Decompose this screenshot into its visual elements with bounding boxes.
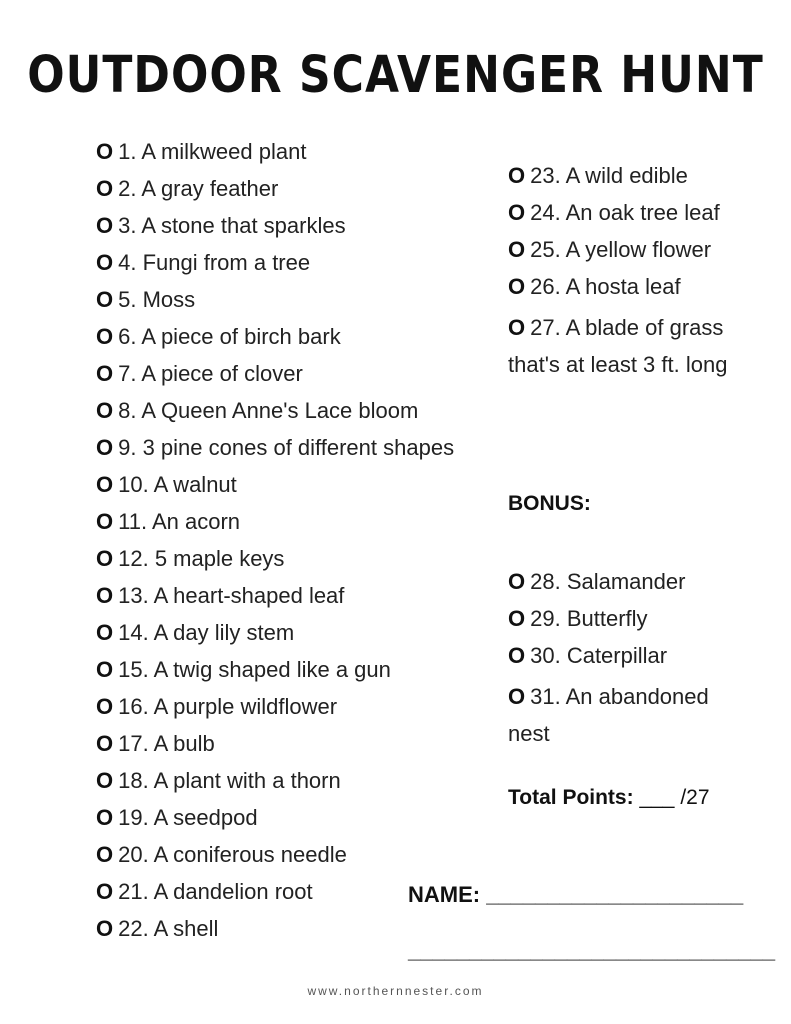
checkbox-circle-icon[interactable]: O — [96, 916, 114, 941]
item-label: 3. A stone that sparkles — [118, 213, 346, 238]
item-label: 12. 5 maple keys — [118, 546, 285, 571]
item-label: 15. A twig shaped like a gun — [118, 657, 391, 682]
item-label: 7. A piece of clover — [118, 361, 303, 386]
checkbox-circle-icon[interactable]: O — [508, 237, 526, 262]
list-item — [96, 877, 313, 907]
checkbox-circle-icon[interactable]: O — [96, 583, 114, 608]
checkbox-circle-icon[interactable]: O — [96, 361, 114, 386]
checkbox-circle-icon[interactable]: O — [96, 731, 114, 756]
item-label: 29. Butterfly — [530, 606, 648, 631]
checkbox-circle-icon[interactable]: O — [508, 569, 526, 594]
item-label: 26. A hosta leaf — [530, 274, 681, 299]
list-item — [508, 309, 740, 383]
list-item — [508, 567, 685, 597]
name-blank-line-2[interactable]: ______________________________ — [408, 938, 776, 963]
checkbox-circle-icon[interactable]: O — [96, 176, 114, 201]
item-label: 22. A shell — [118, 916, 219, 941]
list-item — [508, 235, 711, 265]
list-item — [96, 211, 346, 241]
list-item — [96, 507, 240, 537]
checkbox-circle-icon[interactable]: O — [96, 250, 114, 275]
checkbox-circle-icon[interactable]: O — [96, 694, 114, 719]
item-label: 1. A milkweed plant — [118, 139, 307, 164]
item-label: 2. A gray feather — [118, 176, 279, 201]
list-item — [96, 174, 278, 204]
checkbox-circle-icon[interactable]: O — [508, 200, 526, 225]
item-label: 5. Moss — [118, 287, 196, 312]
item-label: 16. A purple wildflower — [118, 694, 338, 719]
total-points — [508, 786, 710, 810]
total-points-blank[interactable]: ___ /27 — [639, 786, 710, 809]
list-item — [96, 470, 237, 500]
checkbox-circle-icon[interactable]: O — [96, 472, 114, 497]
list-item — [96, 396, 418, 426]
footer-url: www.northernnester.com — [307, 984, 484, 998]
list-item — [96, 840, 347, 870]
checkbox-circle-icon[interactable]: O — [96, 620, 114, 645]
item-label: 31. An abandoned nest — [508, 684, 709, 746]
checkbox-circle-icon[interactable]: O — [96, 842, 114, 867]
list-item — [96, 803, 258, 833]
list-item — [96, 914, 218, 944]
item-label: 9. 3 pine cones of different shapes — [118, 435, 455, 460]
list-item — [96, 729, 215, 759]
checkbox-circle-icon[interactable]: O — [96, 546, 114, 571]
name-blank[interactable]: _____________________ — [486, 882, 744, 907]
list-item — [508, 641, 667, 671]
list-item — [96, 544, 284, 574]
item-label: 11. An acorn — [118, 509, 241, 534]
checkbox-circle-icon[interactable]: O — [96, 324, 114, 349]
name-label: NAME: — [408, 882, 481, 907]
item-label: 28. Salamander — [530, 569, 686, 594]
list-item — [508, 604, 648, 634]
checkbox-circle-icon[interactable]: O — [508, 643, 526, 668]
item-label: 21. A dandelion root — [118, 879, 313, 904]
list-item — [96, 766, 341, 796]
page-title: OUTDOOR SCAVENGER HUNT — [27, 46, 764, 105]
item-label: 24. An oak tree leaf — [530, 200, 720, 225]
checkbox-circle-icon[interactable]: O — [508, 606, 526, 631]
list-item — [508, 272, 681, 302]
list-item — [96, 581, 344, 611]
item-label: 19. A seedpod — [118, 805, 258, 830]
item-label: 23. A wild edible — [530, 163, 688, 188]
list-item — [508, 161, 688, 191]
list-item — [96, 433, 454, 463]
item-label: 4. Fungi from a tree — [118, 250, 311, 275]
item-label: 8. A Queen Anne's Lace bloom — [118, 398, 419, 423]
item-label: 17. A bulb — [118, 731, 215, 756]
checkbox-circle-icon[interactable]: O — [508, 163, 526, 188]
checkbox-circle-icon[interactable]: O — [508, 274, 526, 299]
item-label: 18. A plant with a thorn — [118, 768, 341, 793]
item-label: 10. A walnut — [118, 472, 237, 497]
item-label: 25. A yellow flower — [530, 237, 712, 262]
checkbox-circle-icon[interactable]: O — [508, 684, 526, 709]
list-item — [508, 678, 748, 752]
item-label: 30. Caterpillar — [530, 643, 668, 668]
total-points-label: Total Points: — [508, 786, 634, 809]
checkbox-circle-icon[interactable]: O — [96, 657, 114, 682]
checkbox-circle-icon[interactable]: O — [96, 398, 114, 423]
checkbox-circle-icon[interactable]: O — [508, 315, 526, 340]
list-item — [96, 285, 195, 315]
list-item — [96, 248, 310, 278]
list-item — [508, 198, 720, 228]
item-label: 20. A coniferous needle — [118, 842, 347, 867]
checkbox-circle-icon[interactable]: O — [96, 287, 114, 312]
list-item — [96, 692, 337, 722]
item-label: 27. A blade of grass that's at least 3 ft. long — [508, 315, 728, 377]
checkbox-circle-icon[interactable]: O — [96, 805, 114, 830]
checkbox-circle-icon[interactable]: O — [96, 509, 114, 534]
checkbox-circle-icon[interactable]: O — [96, 213, 114, 238]
list-item — [96, 618, 294, 648]
checkbox-circle-icon[interactable]: O — [96, 768, 114, 793]
list-item — [96, 359, 303, 389]
item-label: 13. A heart-shaped leaf — [118, 583, 345, 608]
list-item — [96, 137, 306, 167]
list-item — [96, 322, 341, 352]
item-label: 14. A day lily stem — [118, 620, 295, 645]
list-item — [96, 655, 391, 685]
name-field — [408, 882, 743, 908]
item-label: 6. A piece of birch bark — [118, 324, 341, 349]
bonus-heading: BONUS: — [508, 492, 591, 515]
checkbox-circle-icon[interactable]: O — [96, 139, 114, 164]
checkbox-circle-icon[interactable]: O — [96, 879, 114, 904]
checkbox-circle-icon[interactable]: O — [96, 435, 114, 460]
